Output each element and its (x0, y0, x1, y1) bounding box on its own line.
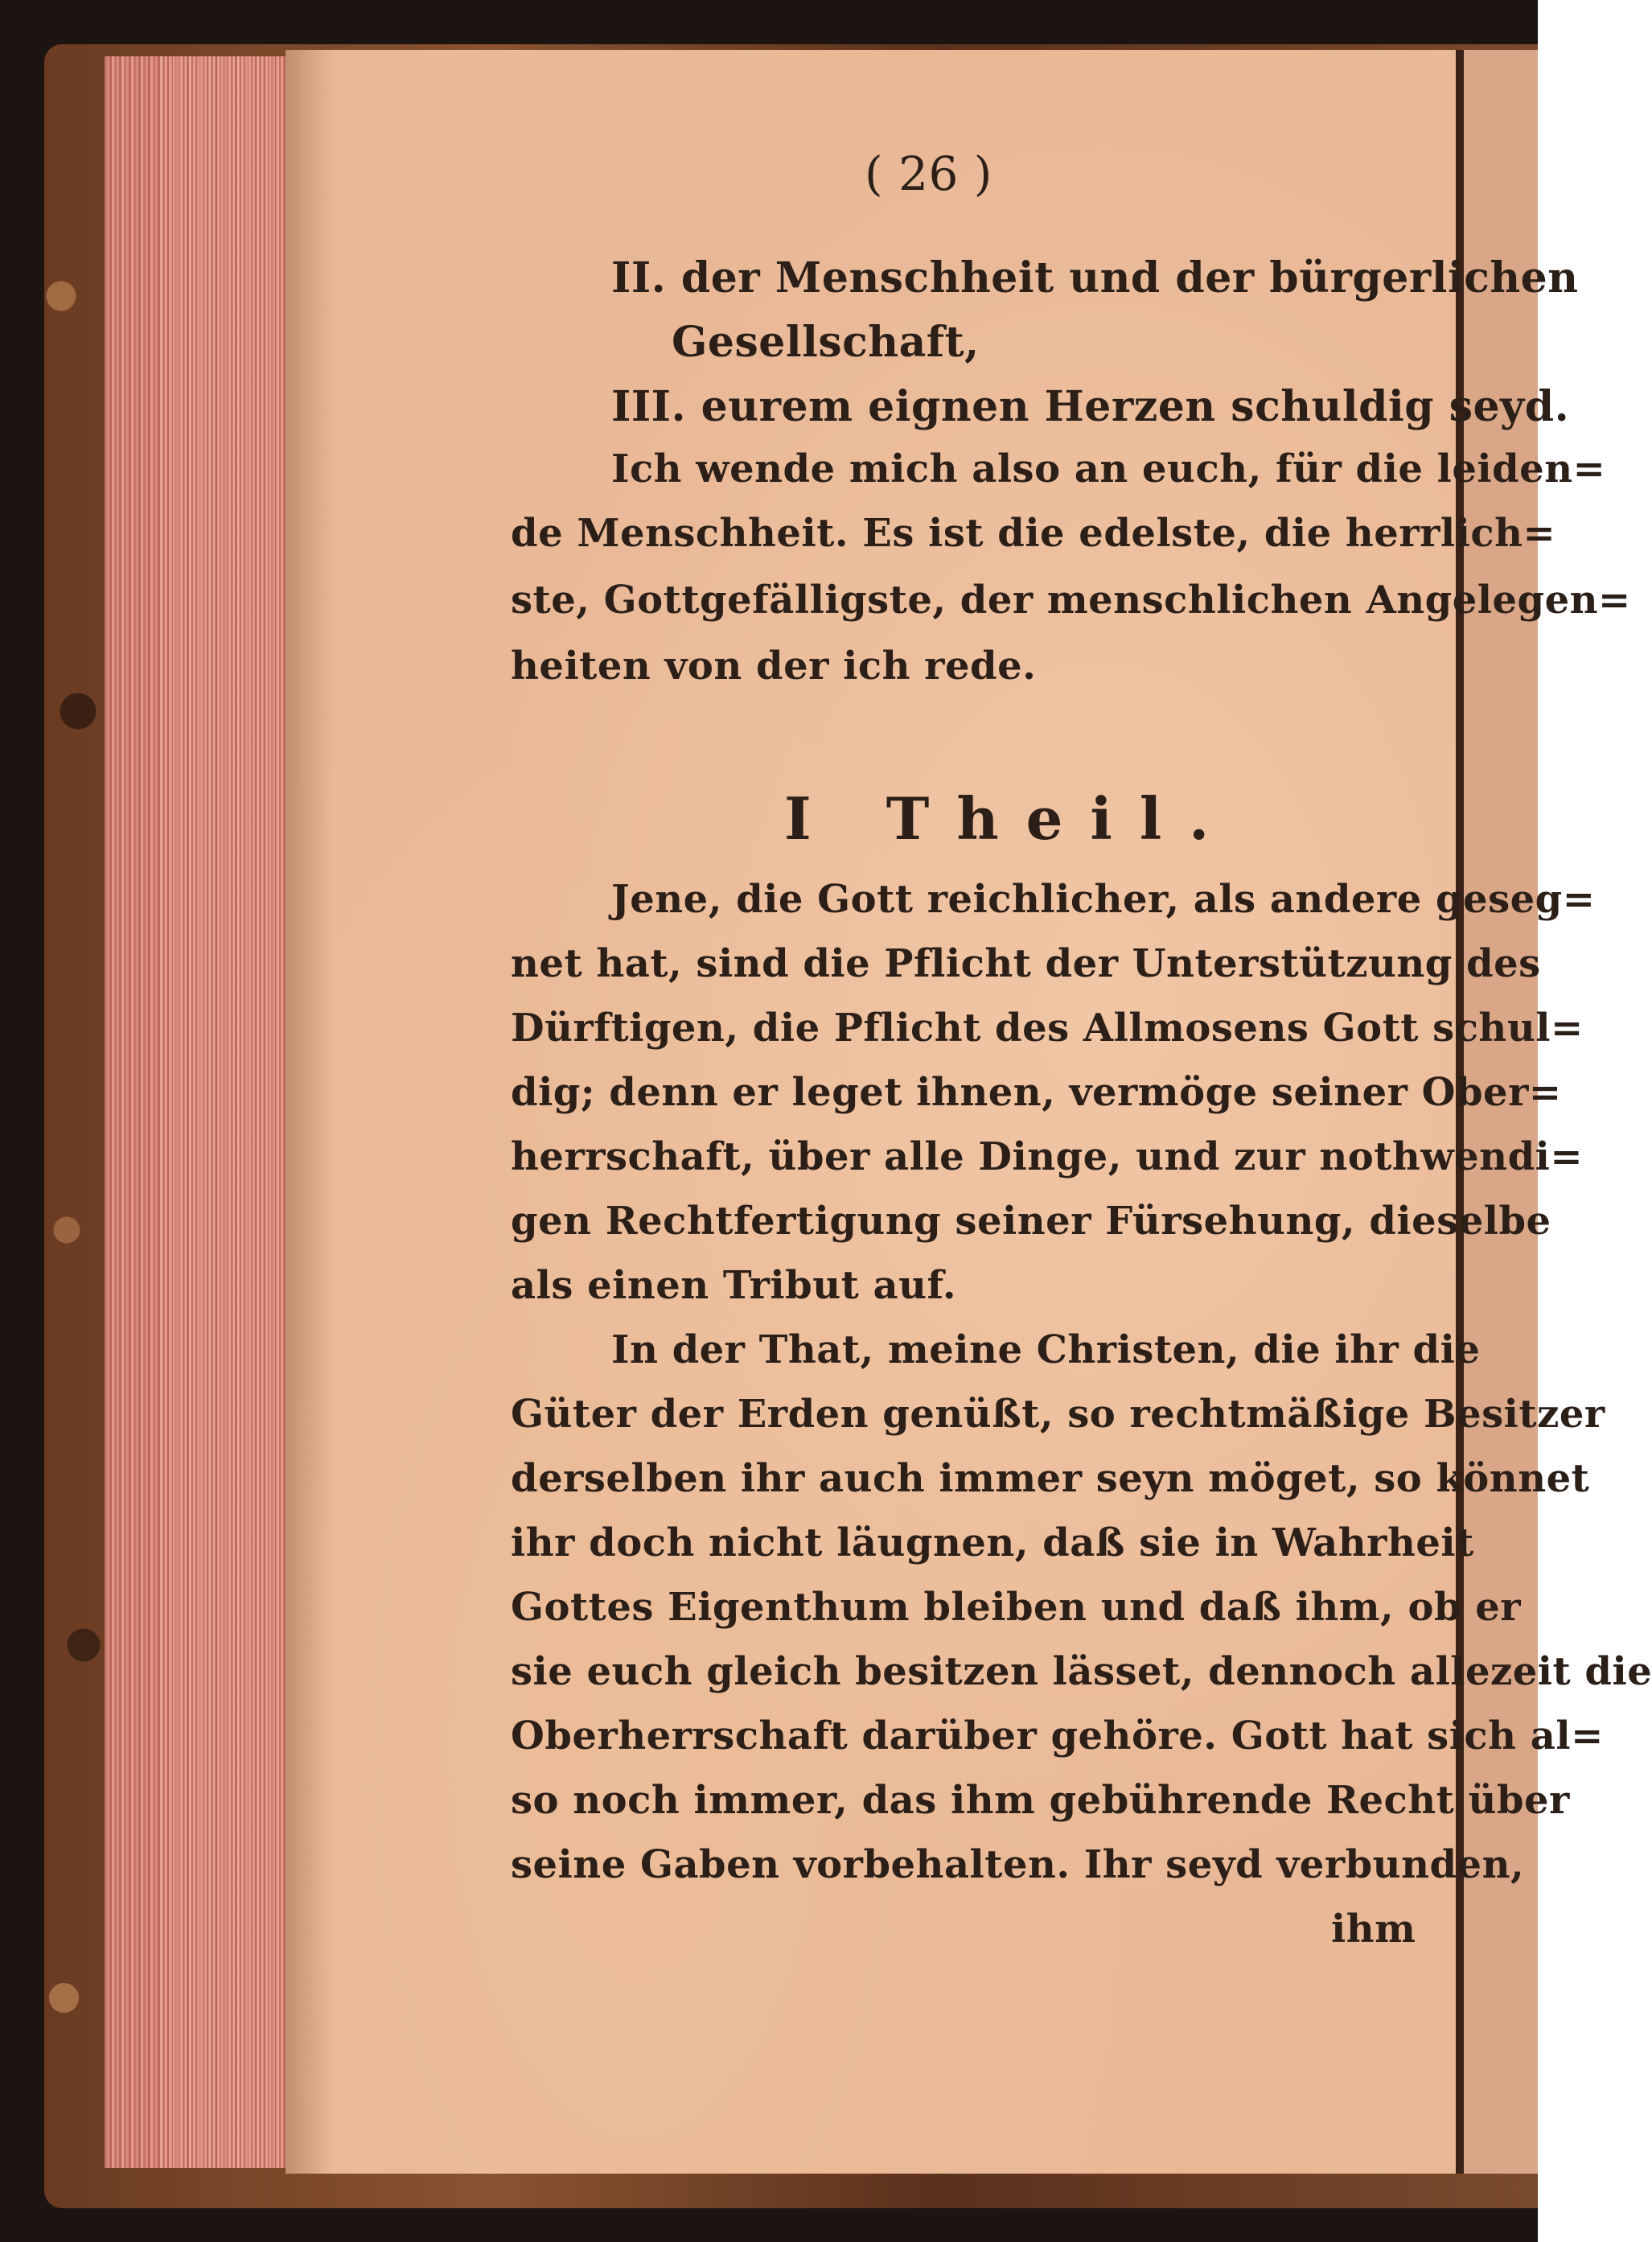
body-line: Oberherrschaft darüber gehöre. Gott hat sich al= (511, 1713, 1604, 1759)
body-line: net hat, sind die Pflicht der Unterstützung des (511, 941, 1541, 986)
intro-line: Ich wende mich also an euch, für die leiden= (611, 446, 1606, 492)
body-line: Jene, die Gott reichlicher, als andere geseg= (611, 877, 1596, 922)
intro-line: ste, Gottgefälligste, der menschlichen Angelegen= (511, 578, 1631, 623)
body-line: derselben ihr auch immer seyn möget, so könnet (511, 1456, 1590, 1501)
intro-line: III. eurem eignen Herzen schuldig seyd. (611, 382, 1570, 431)
body-line: als einen Tribut auf. (511, 1263, 957, 1308)
intro-line: Gesellschaft, (672, 318, 980, 367)
marbled-cover-edge (44, 88, 101, 2164)
catchword: ihm (1331, 1907, 1416, 1952)
body-line: dig; denn er leget ihnen, vermöge seiner Ober= (511, 1070, 1562, 1115)
body-line: herrschaft, über alle Dinge, und zur nothwendi= (511, 1134, 1584, 1179)
intro-line: II. der Menschheit und der bürgerlichen (611, 253, 1579, 302)
body-line: so noch immer, das ihm gebührende Recht über (511, 1778, 1570, 1823)
body-line: ihr doch nicht läugnen, daß sie in Wahrheit (511, 1520, 1474, 1565)
page-number: ( 26 ) (865, 146, 992, 201)
body-line: Güter der Erden genüßt, so rechtmäßige Besitzer (511, 1392, 1605, 1437)
body-line: sie euch gleich besitzen lässet, dennoch allezeit die (511, 1649, 1652, 1694)
body-line: seine Gaben vorbehalten. Ihr seyd verbunden, (511, 1842, 1525, 1887)
page-edges-highlight (161, 56, 290, 2168)
section-heading: I Theil. (784, 784, 1237, 853)
intro-line: de Menschheit. Es ist die edelste, die herrlich= (511, 511, 1556, 556)
body-line: Dürftigen, die Pflicht des Allmosens Gott schul= (511, 1006, 1584, 1051)
body-line: Gottes Eigenthum bleiben und daß ihm, ob er (511, 1585, 1522, 1630)
intro-line: heiten von der ich rede. (511, 644, 1037, 689)
body-line: gen Rechtfertigung seiner Fürsehung, dieselbe (511, 1199, 1551, 1244)
body-line: In der That, meine Christen, die ihr die (611, 1327, 1481, 1372)
gutter-shadow (286, 50, 334, 2174)
